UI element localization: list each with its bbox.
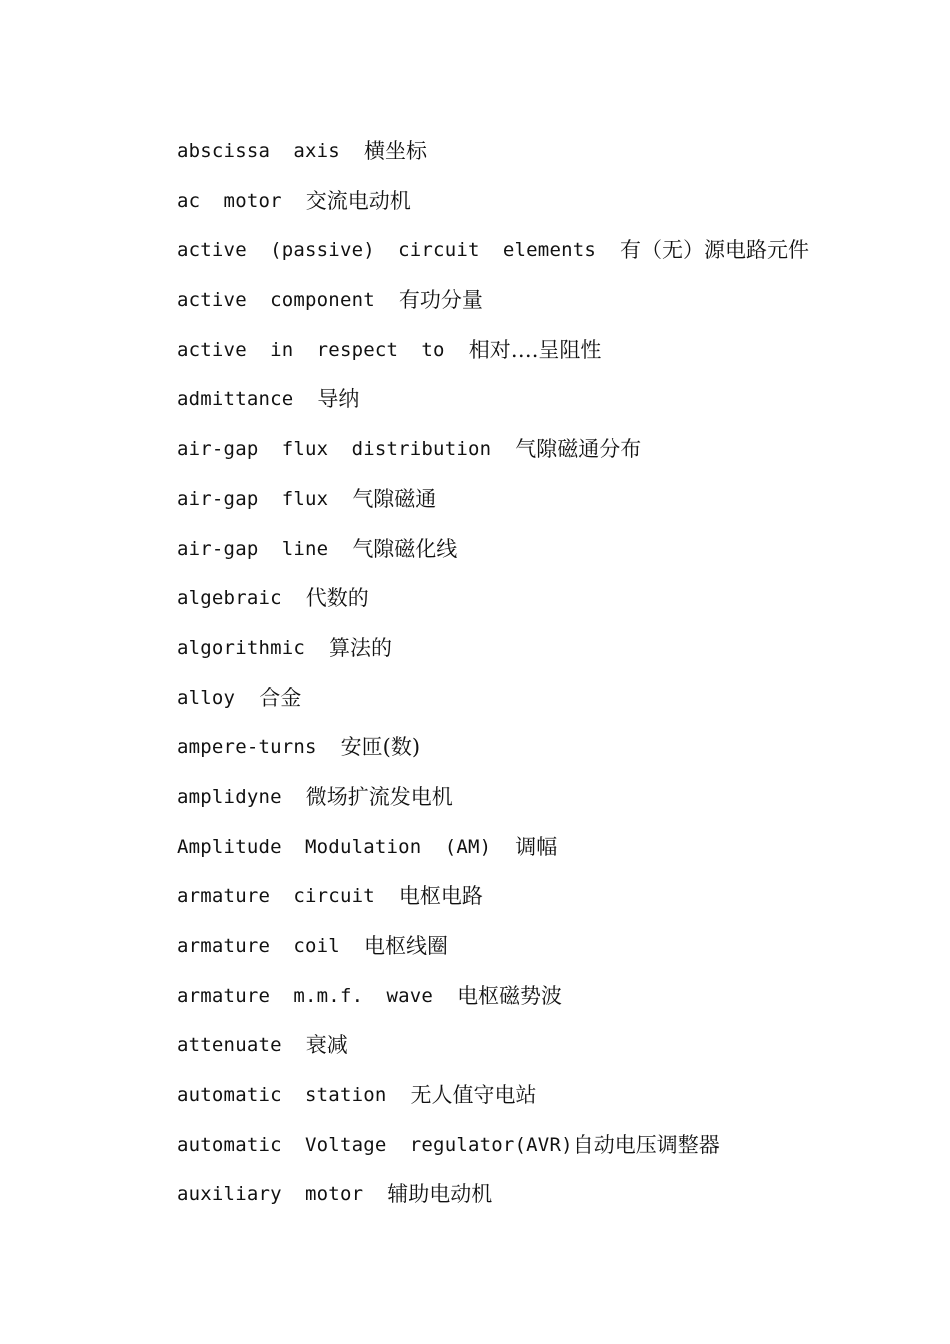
glossary-entry [177,1080,917,1130]
glossary-entry [177,1179,917,1229]
entry-term: automatic station [177,1084,387,1107]
glossary-entry [177,434,917,484]
entry-term: air-gap line [177,537,329,560]
entry-translation: 电枢电路 [398,884,483,909]
glossary-entry [177,1130,917,1180]
glossary-list [177,136,917,1229]
glossary-entry [177,683,917,733]
glossary-entry [177,981,917,1031]
entry-translation: 气隙磁通 [352,486,437,511]
entry-term: amplidyne [177,785,282,808]
entry-translation: 横坐标 [363,139,427,163]
entry-term: algebraic [177,587,282,610]
entry-term: armature circuit [177,885,375,908]
entry-term: active component [177,289,375,312]
entry-term: armature coil [177,935,340,957]
entry-translation: 调幅 [515,834,558,859]
entry-translation: 算法的 [329,635,393,660]
glossary-entry [177,1030,917,1080]
entry-term: auxiliary motor [177,1183,364,1206]
glossary-entry [177,384,917,434]
entry-translation: 有功分量 [398,288,483,313]
glossary-entry [177,633,917,683]
glossary-entry [177,782,917,832]
glossary-entry [177,335,917,385]
entry-translation: 辅助电动机 [387,1182,493,1207]
entry-translation: 相对….呈阻性 [468,337,602,362]
glossary-entry [177,484,917,534]
entry-translation: 自动电压调整器 [572,1132,720,1157]
entry-term: ac motor [177,189,282,212]
entry-translation: 无人值守电站 [410,1083,537,1108]
glossary-entry [177,931,917,981]
entry-term: automatic Voltage regulator(AVR) [177,1133,573,1156]
entry-term: abscissa axis [177,140,340,162]
entry-term: air-gap flux distribution [177,438,492,461]
entry-term: attenuate [177,1034,282,1057]
glossary-entry [177,732,917,782]
entry-translation: 衰减 [305,1033,348,1058]
glossary-entry [177,235,917,285]
glossary-entry [177,534,917,584]
glossary-entry [177,881,917,931]
entry-term: Amplitude Modulation (AM) [177,835,492,858]
entry-translation: 导纳 [317,387,360,412]
entry-term: active (passive) circuit elements [177,239,597,262]
entry-term: algorithmic [177,636,306,659]
glossary-entry [177,832,917,882]
entry-translation: 有（无）源电路元件 [620,238,810,263]
entry-translation: 气隙磁通分布 [515,437,642,462]
glossary-entry [177,583,917,633]
entry-translation: 安匝(数) [340,735,421,760]
entry-translation: 气隙磁化线 [352,536,458,561]
glossary-entry [177,136,917,186]
entry-term: active in respect to [177,338,445,361]
entry-term: alloy [177,686,236,709]
entry-translation: 合金 [259,685,302,710]
entry-translation: 代数的 [305,586,369,611]
entry-translation: 交流电动机 [305,188,411,213]
entry-translation: 电枢磁势波 [457,983,563,1008]
entry-term: ampere-turns [177,736,317,759]
entry-term: air-gap flux [177,487,329,510]
entry-term: armature m.m.f. wave [177,984,434,1007]
glossary-entry [177,186,917,236]
glossary-entry [177,285,917,335]
entry-translation: 电枢线圈 [363,934,448,958]
entry-translation: 微场扩流发电机 [305,784,453,809]
entry-term: admittance [177,388,294,411]
